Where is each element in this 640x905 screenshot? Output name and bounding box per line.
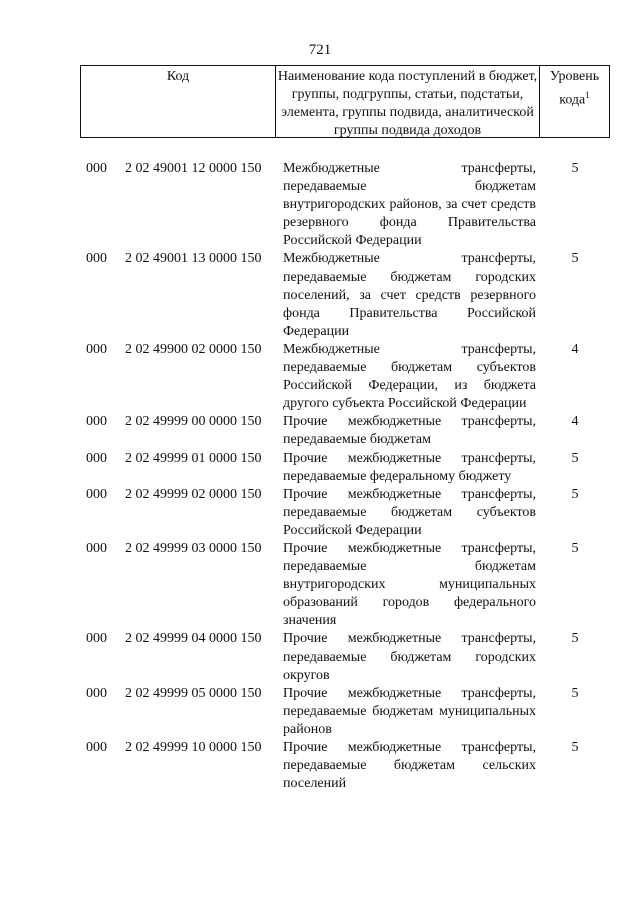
table-row [0,413,640,449]
row-prefix: 000 [86,685,107,701]
row-code: 2 02 49001 13 0000 150 [125,251,262,267]
row-prefix: 000 [86,540,107,556]
row-code: 2 02 49999 03 0000 150 [125,540,262,556]
table-row [0,630,640,684]
row-name: Прочие межбюджетные трансферты, передаваемые бюджетам городских округов [283,631,536,683]
row-level: 5 [571,540,579,556]
row-level: 5 [571,251,579,267]
row-code: 2 02 49999 10 0000 150 [125,740,262,755]
table-row [0,450,640,486]
row-name: Межбюджетные трансферты, передаваемые бюджетам внутригородских районов, за счет средств резервного фонда Правительства Российской Федерации [283,161,536,249]
header-level-footnote: 1 [585,90,590,100]
row-prefix: 000 [86,631,107,647]
row-level: 5 [571,161,579,176]
row-level: 4 [571,414,579,430]
table-header [80,65,610,138]
row-name: Прочие межбюджетные трансферты, передаваемые бюджетам субъектов Российской Федерации [283,486,536,538]
table-row [0,250,640,340]
row-name: Межбюджетные трансферты, передаваемые бюджетам субъектов Российской Федерации, из бюджета другого субъекта Российской Федерации [283,341,536,412]
header-name: Наименование кода поступлений в бюджет, группы, подгруппы, статьи, подстатьи, элемента, группы подвида, аналитической группы подвида доходов [276,66,540,137]
row-prefix: 000 [86,161,107,176]
page-number: 721 [308,42,332,58]
row-name: Прочие межбюджетные трансферты, передаваемые бюджетам внутригородских муниципальных образований городов федерального значения [283,540,536,629]
row-code: 2 02 49999 04 0000 150 [125,631,262,647]
row-level: 5 [571,450,579,466]
table-row [0,341,640,413]
table-row [0,160,640,250]
row-code: 2 02 49999 00 0000 150 [125,414,262,430]
row-code: 2 02 49999 02 0000 150 [125,486,262,502]
row-prefix: 000 [86,341,107,357]
row-code: 2 02 49900 02 0000 150 [125,341,262,357]
row-level: 5 [571,631,579,647]
header-code: Код [81,66,276,137]
table-row [0,739,640,793]
row-level: 5 [571,486,579,502]
row-prefix: 000 [86,740,107,755]
row-name: Межбюджетные трансферты, передаваемые бюджетам городских поселений, за счет средств резервного фонда Правительства Российской Федерации [283,251,536,339]
row-prefix: 000 [86,450,107,466]
row-code: 2 02 49001 12 0000 150 [125,161,262,176]
table-row [0,685,640,739]
row-prefix: 000 [86,486,107,502]
row-name: Прочие межбюджетные трансферты, передаваемые бюджетам муниципальных районов [283,685,536,737]
row-prefix: 000 [86,414,107,430]
row-level: 5 [571,685,579,701]
row-code: 2 02 49999 01 0000 150 [125,450,262,466]
header-level-label: Уровень кода [549,69,600,108]
row-level: 5 [571,740,579,755]
row-code: 2 02 49999 05 0000 150 [125,685,262,701]
table-row [0,486,640,540]
row-name: Прочие межбюджетные трансферты, передаваемые бюджетам сельских поселений [283,740,536,792]
row-level: 4 [571,341,579,357]
table-row [0,540,640,630]
header-level [540,66,609,137]
row-name: Прочие межбюджетные трансферты, передаваемые бюджетам [283,414,536,448]
row-prefix: 000 [86,251,107,267]
row-name: Прочие межбюджетные трансферты, передаваемые федеральному бюджету [283,450,536,484]
table-body [0,160,640,793]
